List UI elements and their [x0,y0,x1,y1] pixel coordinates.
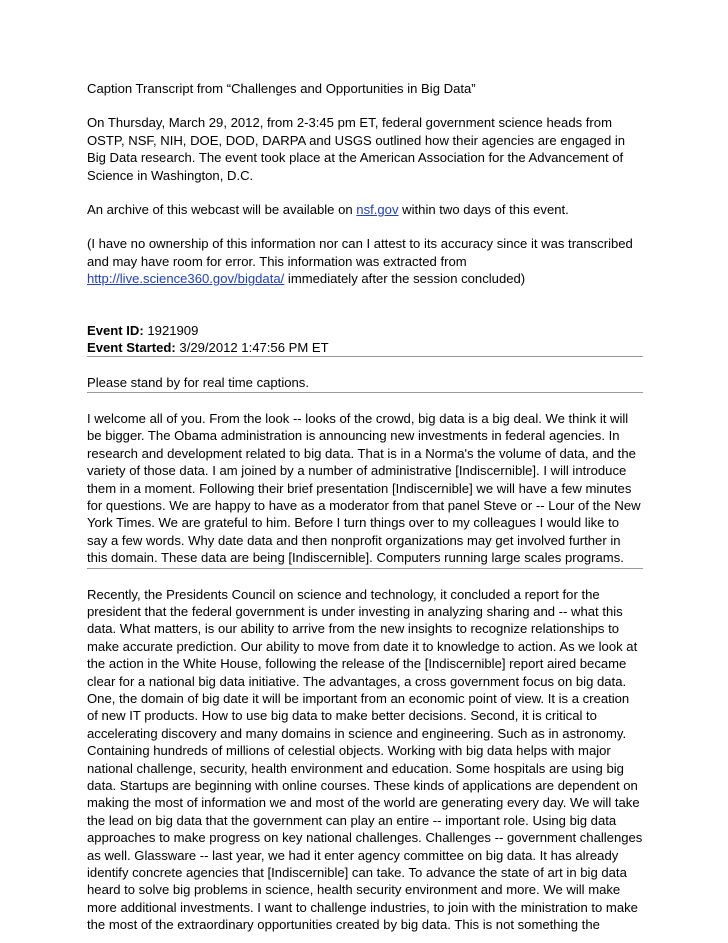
transcript-paragraph-1: I welcome all of you. From the look -- looks of the crowd, big data is a big deal. We think it will be bigger. The Obama administration is announcing new investments in federal agencies. In research and development related to big data. That is in a Norma's the volume of data, and the variety of those data. I am joined by a number of administrative [Indiscernible]. I will introduce them in a moment. Following their brief presentation [Indiscernible] we will have a few minutes for questions. We are happy to have as a moderator from that panel Steve or -- Lour of the New York Times. We are grateful to him. Before I turn things over to my colleagues I would like to say a few words. Why date data and then nonprofit organizations may get involved further in this domain. These data are being [Indiscernible]. Computers running large scales programs. [87,410,643,569]
intro-paragraph: On Thursday, March 29, 2012, from 2-3:45 pm ET, federal government science heads from OSTP, NSF, NIH, DOE, DOD, DARPA and USGS outlined how their agencies are engaged in Big Data research. The event took place at the American Association for the Advancement of Science in Washington, D.C. [87,115,626,183]
nsf-gov-link[interactable]: nsf.gov [356,202,399,218]
transcript-paragraph-2: Recently, the Presidents Council on science and technology, it concluded a report for the president that the federal government is under investing in analyzing sharing and -- what this data. What matters, is our ability to arrive from the new insights to recognize relationships to make accurate prediction. Our ability to move from date it to knowledge to action. As we look at the action in the White House, following the release of the [Indiscernible] report aired became clear for a national big data initiative. The advantages, a cross government focus on big data. One, the domain of big date it will be important from an economic point of view. It is a creation of new IT products. How to use big data to make better decisions. Second, it is critical to accelerating discovery and many domains in science and engineering. Such as in astronomy. Containing hundreds of millions of celestial objects. Working with big data helps with major national challenge, security, health environment and education. Some hospitals are using big data. Startups are beginning with online courses. These kinds of applications are dependent on making the most of information we and most of the world are generating every day. We will take the lead on big data that the government can play an entire -- important role. Using big data approaches to make progress on key national challenges. Challenges -- government challenges as well. Glassware -- last year, we had it enter agency committee on big data. It has already identify concrete agencies that [Indiscernible] can take. To advance the state of art in big data heard to solve big problems in science, health security environment and more. We will make more additional investments. I want to challenge industries, to join with the ministration to make the most of the extraordinary opportunities created by big data. This is not something the [87,586,643,933]
science360-link[interactable]: http://live.science360.gov/bigdata/ [87,271,285,287]
event-id-value: 1921909 [143,322,199,338]
event-started-label: Event Started: [87,340,176,356]
archive-paragraph [87,201,643,218]
caption-title: Caption Transcript from “Challenges and Opportunities in Big Data” [87,81,476,96]
transcript-content [87,80,643,934]
event-started-value: 3/29/2012 1:47:56 PM ET [175,340,329,356]
event-info-block [87,322,643,358]
event-id-label: Event ID: [87,322,144,338]
event-started-line [87,339,643,356]
disclaimer-text-before: (I have no ownership of this information nor can I attest to its accuracy since it was transcribed and may have room for error. This information was extracted from [87,236,633,269]
disclaimer-paragraph [87,235,643,287]
standby-line: Please stand by for real time captions. [87,374,643,392]
archive-text-after: within two days of this event. [398,202,569,218]
disclaimer-text-after: immediately after the session concluded) [284,271,526,287]
archive-text-before: An archive of this webcast will be available on [87,202,357,218]
event-id-line [87,322,643,339]
